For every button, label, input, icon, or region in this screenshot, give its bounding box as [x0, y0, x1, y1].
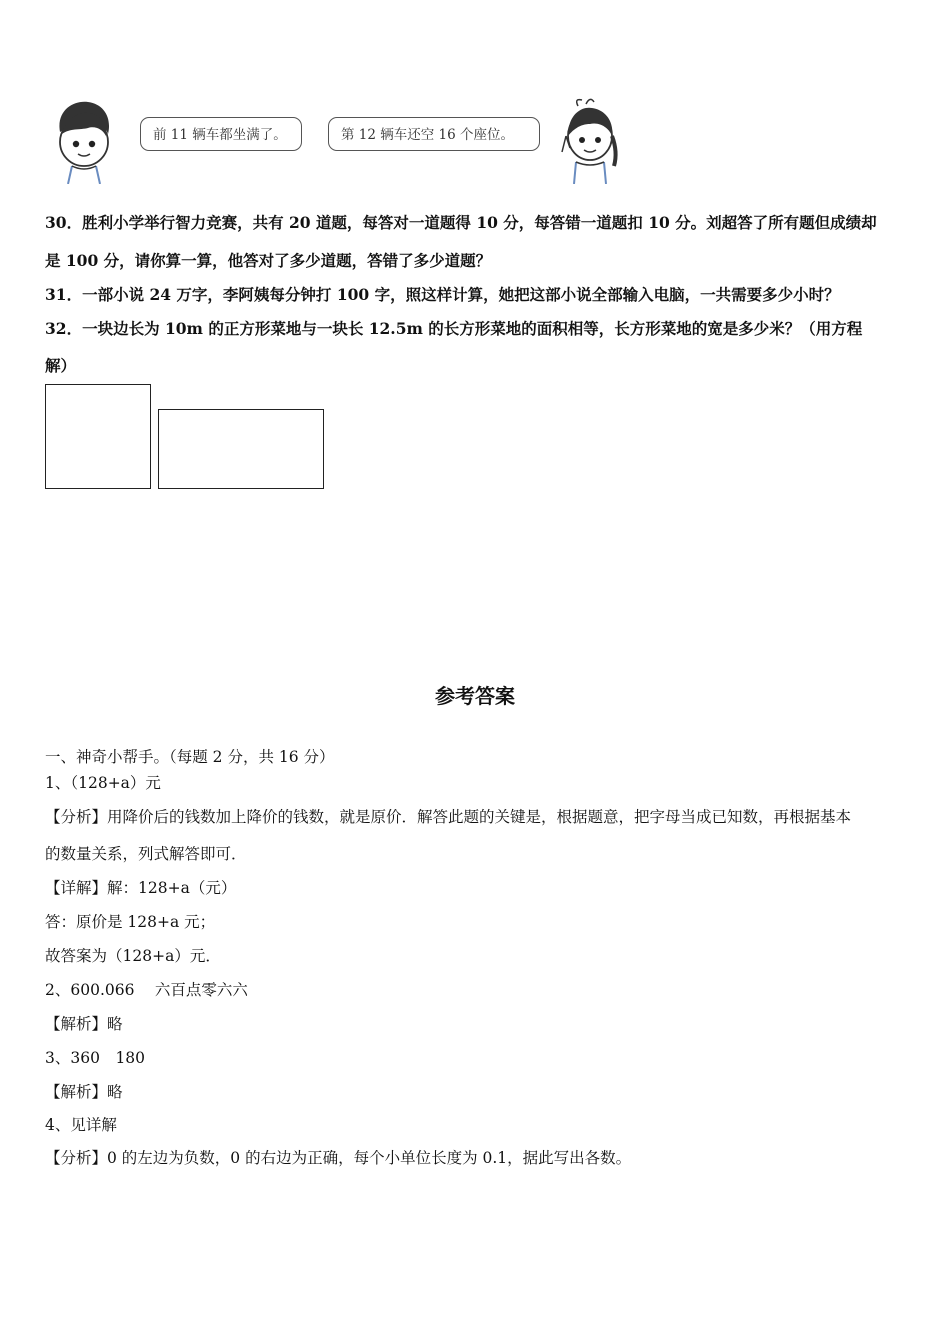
question-30-line-2: 是 100 分，请你算一算，他答对了多少道题，答错了多少道题？	[45, 251, 492, 270]
answer-1: 1、（128+a）元	[45, 774, 161, 792]
answer-1-detail: 【详解】解：128+a（元）	[45, 879, 237, 897]
question-32-line-2: 解）	[45, 356, 77, 375]
question-32-line-1: 32．一块边长为 10m 的正方形菜地与一块长 12.5m 的长方形菜地的面积相等，长方形菜地的宽是多少米？（用方程	[45, 319, 863, 338]
rectangle-field-figure	[158, 409, 324, 489]
question-31: 31．一部小说 24 万字，李阿姨每分钟打 100 字，照这样计算，她把这部小说全部输入电脑，一共需要多少小时？	[45, 285, 840, 304]
square-field-figure	[45, 384, 151, 489]
answer-1-analysis-line-1: 【分析】用降价后的钱数加上降价的钱数，就是原价．解答此题的关键是，根据题意，把字母当成已知数，再根据基本	[45, 808, 852, 826]
boy-cartoon-icon	[48, 98, 120, 184]
answer-1-analysis-line-2: 的数量关系，列式解答即可．	[45, 845, 247, 863]
answer-2-analysis: 【解析】略	[45, 1015, 123, 1033]
answer-3-analysis: 【解析】略	[45, 1083, 123, 1101]
answer-4: 4、见详解	[45, 1116, 117, 1134]
girl-cartoon-icon	[556, 96, 624, 184]
speech-bubble-right: 第 12 辆车还空 16 个座位。	[328, 117, 540, 151]
answer-1-final: 故答案为（128+a）元．	[45, 947, 221, 965]
answer-3: 3、360 180	[45, 1049, 146, 1067]
answers-title: 参考答案	[435, 684, 515, 708]
answer-1-answer: 答：原价是 128+a 元；	[45, 913, 216, 931]
answer-4-analysis: 【分析】0 的左边为负数，0 的右边为正确，每个小单位长度为 0.1，据此写出各数。	[45, 1149, 632, 1167]
answer-2: 2、600.066 六百点零六六	[45, 981, 248, 999]
section-1-heading: 一、神奇小帮手。（每题 2 分，共 16 分）	[45, 748, 335, 766]
speech-bubble-left: 前 11 辆车都坐满了。	[140, 117, 302, 151]
question-30-line-1: 30．胜利小学举行智力竞赛，共有 20 道题，每答对一道题得 10 分，每答错一道题扣 10 分。刘超答了所有题但成绩却	[45, 213, 877, 232]
